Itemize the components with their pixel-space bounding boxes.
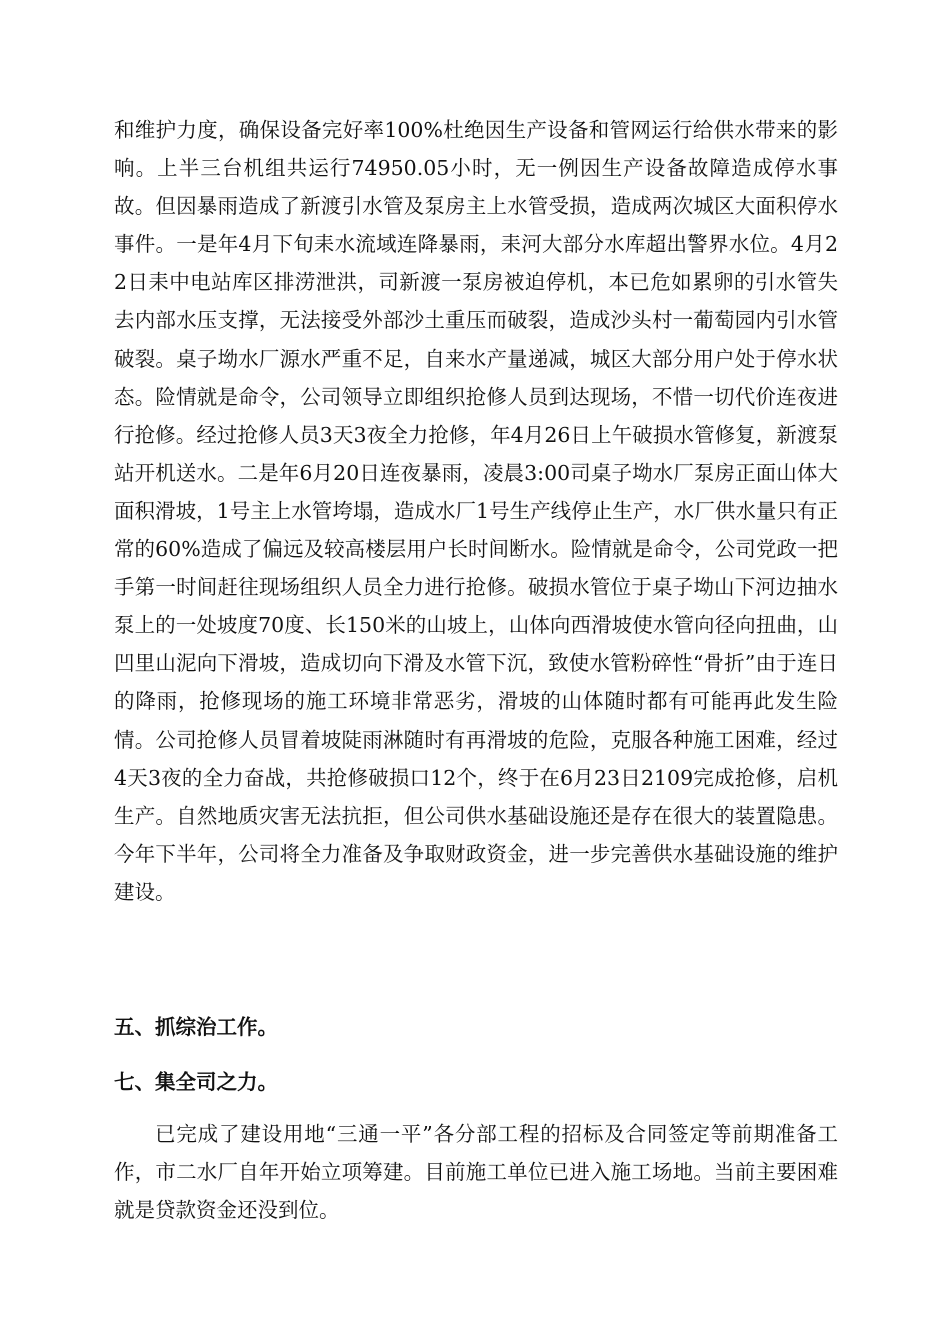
- section-heading-7: 七、集全司之力。: [114, 1070, 278, 1094]
- section-heading-5: 五、抓综治工作。: [114, 1015, 278, 1039]
- body-paragraph-2: 已完成了建设用地“三通一平”各分部工程的招标及合同签定等前期准备工作，市二水厂自年开始立项筹建。目前施工单位已进入施工场地。当前主要困难就是贷款资金还没到位。: [114, 1122, 838, 1223]
- body-paragraph-1: 和维护力度，确保设备完好率100%杜绝因生产设备和管网运行给供水带来的影响。上半三台机组共运行74950.05小时，无一例因生产设备故障造成停水事故。但因暴雨造成了新渡引水管及泵房主上水管受损，造成两次城区大面积停水事件。一是年4月下旬耒水流域连降暴雨，耒河大部分水库超出警界水位。4月22日耒中电站库区排涝泄洪，司新渡一泵房被迫停机，本已危如累卵的引水管失去内部水压支撑，无法接受外部沙土重压而破裂，造成沙头村一葡萄园内引水管破裂。桌子坳水厂源水严重不足，自来水产量递减，城区大部分用户处于停水状态。险情就是命令，公司领导立即组织抢修人员到达现场，不惜一切代价连夜进行抢修。经过抢修人员3天3夜全力抢修，年4月26日上午破损水管修复，新渡泵站开机送水。二是年6月20日连夜暴雨，凌晨3:00司桌子坳水厂泵房正面山体大面积滑坡，1号主上水管垮塌，造成水厂1号生产线停止生产，水厂供水量只有正常的60%造成了偏远及较高楼层用户长时间断水。险情就是命令，公司党政一把手第一时间赶往现场组织人员全力进行抢修。破损水管位于桌子坳山下河边抽水泵上的一处坡度70度、长150米的山坡上，山体向西滑坡使水管向径向扭曲，山凹里山泥向下滑坡，造成切向下滑及水管下沉，致使水管粉碎性“骨折”由于连日的降雨，抢修现场的施工环境非常恶劣，滑坡的山体随时都有可能再此发生险情。公司抢修人员冒着坡陡雨淋随时有再滑坡的危险，克服各种施工困难，经过4天3夜的全力奋战，共抢修破损口12个，终于在6月23日2109完成抢修，启机生产。自然地质灾害无法抗拒，但公司供水基础设施还是存在很大的装置隐患。今年下半年，公司将全力准备及争取财政资金，进一步完善供水基础设施的维护建设。: [114, 118, 838, 904]
